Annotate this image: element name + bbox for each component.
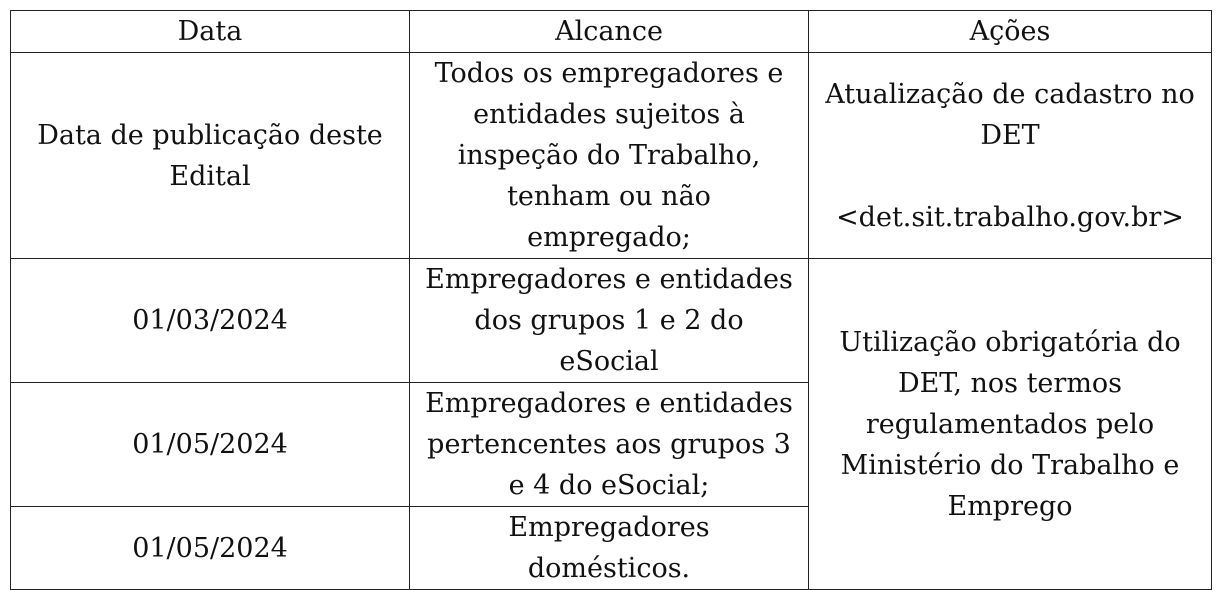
acoes-spacer	[823, 156, 1197, 197]
header-alcance: Alcance	[410, 11, 809, 53]
cell-alcance: Todos os empregadores e entidades sujeitos à inspeção do Trabalho, tenham ou não empregado;	[410, 53, 809, 259]
cell-data: 01/03/2024	[11, 259, 410, 383]
cell-acoes	[809, 53, 1212, 259]
table-row	[11, 53, 1212, 259]
header-data: Data	[11, 11, 410, 53]
cell-acoes-merged: Utilização obrigatória do DET, nos termos regulamentados pelo Ministério do Trabalho e Emprego	[809, 259, 1212, 590]
cell-data: Data de publicação deste Edital	[11, 53, 410, 259]
cell-data: 01/05/2024	[11, 383, 410, 507]
cell-alcance: Empregadores e entidades pertencentes aos grupos 3 e 4 do eSocial;	[410, 383, 809, 507]
det-schedule-table	[10, 10, 1212, 590]
table-row	[11, 259, 1212, 383]
cell-data: 01/05/2024	[11, 507, 410, 590]
cell-alcance: Empregadores domésticos.	[410, 507, 809, 590]
table-header-row	[11, 11, 1212, 53]
acoes-text: Atualização de cadastro no DET	[825, 78, 1195, 151]
acoes-link: <det.sit.trabalho.gov.br>	[836, 201, 1184, 233]
header-acoes: Ações	[809, 11, 1212, 53]
cell-alcance: Empregadores e entidades dos grupos 1 e 2 do eSocial	[410, 259, 809, 383]
